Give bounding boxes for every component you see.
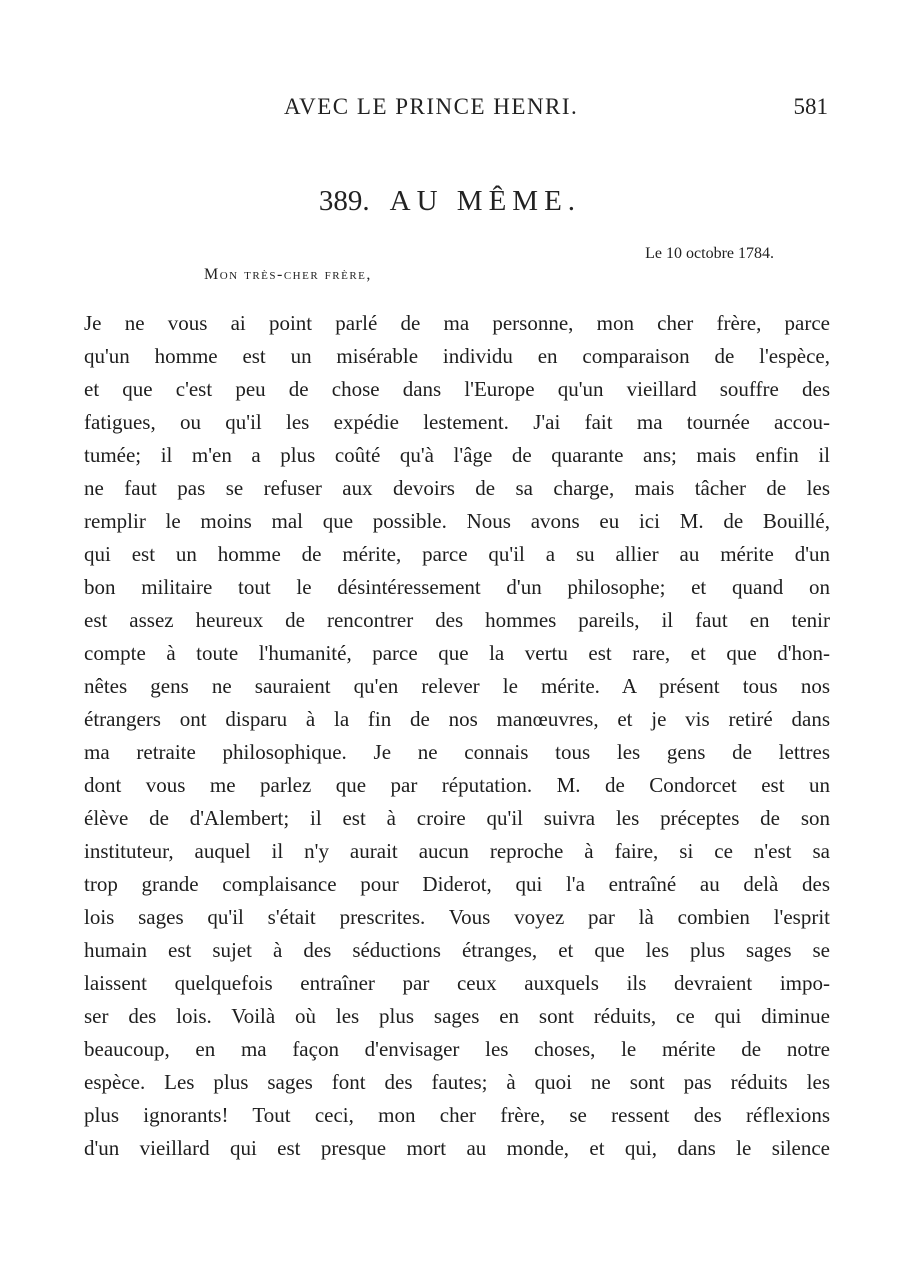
body-line: Je ne vous ai point parlé de ma personne, mon cher frère, parce (84, 311, 830, 335)
body-line: ne faut pas se refuser aux devoirs de sa charge, mais tâcher de les (84, 476, 830, 500)
body-line: est assez heureux de rencontrer des hommes pareils, il faut en tenir (84, 608, 830, 632)
body-line: d'un vieillard qui est presque mort au monde, et qui, dans le silence (84, 1136, 830, 1160)
body-line: ma retraite philosophique. Je ne connais tous les gens de lettres (84, 740, 830, 764)
body-line: laissent quelquefois entraîner par ceux auxquels ils devraient impo- (84, 971, 830, 995)
body-line: fatigues, ou qu'il les expédie lestement. J'ai fait ma tournée accou- (84, 410, 830, 434)
letter-body (84, 307, 830, 1165)
letter-heading (0, 185, 900, 218)
running-header-title: AVEC LE PRINCE HENRI. (284, 94, 579, 119)
body-line: et que c'est peu de chose dans l'Europe qu'un vieillard souffre des (84, 377, 830, 401)
body-line: trop grande complaisance pour Diderot, qui l'a entraîné au delà des (84, 872, 830, 896)
body-line: beaucoup, en ma façon d'envisager les choses, le mérite de notre (84, 1037, 830, 1061)
body-line: ser des lois. Voilà où les plus sages en sont réduits, ce qui diminue (84, 1004, 830, 1028)
body-line: nêtes gens ne sauraient qu'en relever le mérite. A présent tous nos (84, 674, 830, 698)
body-line: dont vous me parlez que par réputation. M. de Condorcet est un (84, 773, 830, 797)
body-line: étrangers ont disparu à la fin de nos manœuvres, et je vis retiré dans (84, 707, 830, 731)
letter-date: Le 10 octobre 1784. (645, 245, 774, 262)
letter-number: 389. (318, 185, 370, 217)
letter-title: AU MÊME. (389, 185, 582, 217)
body-line: qui est un homme de mérite, parce qu'il a su allier au mérite d'un (84, 542, 830, 566)
body-line: élève de d'Alembert; il est à croire qu'il suivra les préceptes de son (84, 806, 830, 830)
body-line: humain est sujet à des séductions étranges, et que les plus sages se (84, 938, 830, 962)
body-line: bon militaire tout le désintéressement d'un philosophe; et quand on (84, 575, 830, 599)
body-line: espèce. Les plus sages font des fautes; à quoi ne sont pas réduits les (84, 1070, 830, 1094)
body-line: remplir le moins mal que possible. Nous avons eu ici M. de Bouillé, (84, 509, 830, 533)
body-line: qu'un homme est un misérable individu en comparaison de l'espèce, (84, 344, 830, 368)
letter-salutation: Mon très-cher frère, (204, 266, 372, 283)
body-line: tumée; il m'en a plus coûté qu'à l'âge de quarante ans; mais enfin il (84, 443, 830, 467)
body-line: compte à toute l'humanité, parce que la vertu est rare, et que d'hon- (84, 641, 830, 665)
body-line: plus ignorants! Tout ceci, mon cher frère, se ressent des réflexions (84, 1103, 830, 1127)
body-line: instituteur, auquel il n'y aurait aucun reproche à faire, si ce n'est sa (84, 839, 830, 863)
page-number: 581 (793, 94, 828, 119)
body-line: lois sages qu'il s'était prescrites. Vous voyez par là combien l'esprit (84, 905, 830, 929)
